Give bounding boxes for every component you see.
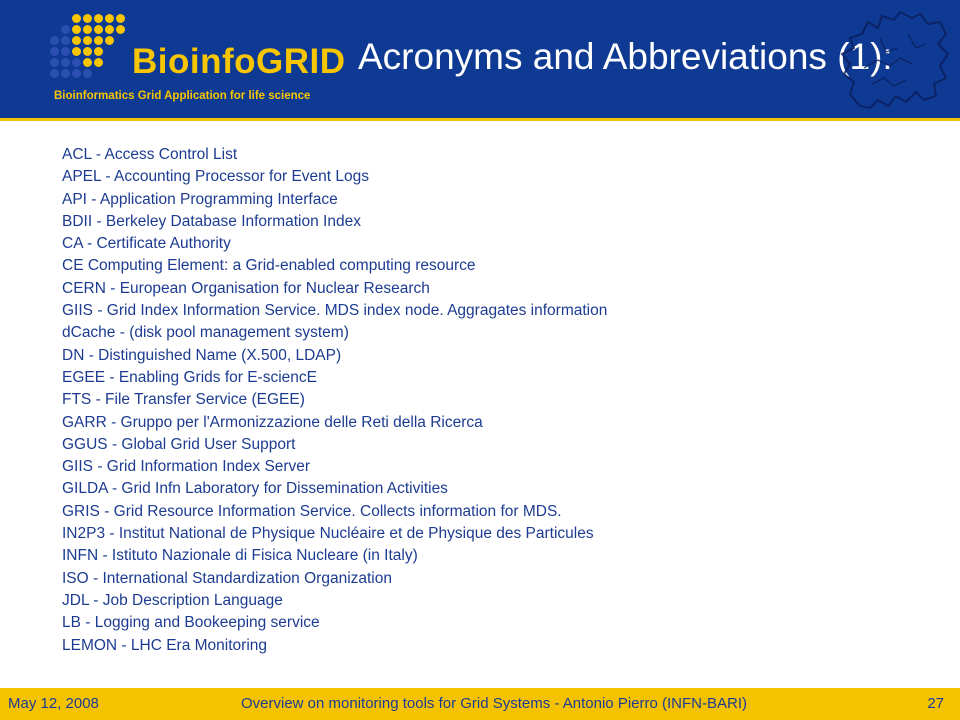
logo-dot bbox=[61, 69, 70, 78]
acronym-item: GRIS - Grid Resource Information Service. Collects information for MDS. bbox=[62, 502, 562, 520]
logo-dot bbox=[72, 69, 81, 78]
logo-dot bbox=[50, 69, 59, 78]
logo-dot bbox=[61, 58, 70, 67]
logo-dot bbox=[72, 58, 81, 67]
logo-dot bbox=[72, 47, 81, 56]
logo-dot bbox=[61, 36, 70, 45]
acronym-item: API - Application Programming Interface bbox=[62, 190, 338, 208]
acronym-item: BDII - Berkeley Database Information Index bbox=[62, 212, 361, 230]
logo-wordmark: BioinfoGRID bbox=[132, 42, 346, 81]
logo-dot bbox=[50, 58, 59, 67]
acronym-item: dCache - (disk pool management system) bbox=[62, 324, 349, 342]
acronym-item: APEL - Accounting Processor for Event Logs bbox=[62, 168, 370, 186]
footer-date: May 12, 2008 bbox=[8, 695, 99, 712]
slide-title: Acronyms and Abbreviations (1): bbox=[358, 36, 893, 77]
logo-dot-grid-icon bbox=[50, 14, 126, 86]
acronym-item: CA - Certificate Authority bbox=[62, 235, 231, 253]
footer-presentation-title: Overview on monitoring tools for Grid Systems - Antonio Pierro (INFN-BARI) bbox=[241, 695, 747, 712]
acronym-item: GIIS - Grid Information Index Server bbox=[62, 458, 311, 476]
acronym-item: INFN - Istituto Nazionale di Fisica Nucleare (in Italy) bbox=[62, 547, 418, 565]
acronym-item: ISO - International Standardization Organization bbox=[62, 569, 392, 587]
logo-dot bbox=[50, 47, 59, 56]
logo-dot bbox=[116, 14, 125, 23]
acronym-item: DN - Distinguished Name (X.500, LDAP) bbox=[62, 346, 342, 364]
logo-dot bbox=[83, 14, 92, 23]
logo-dot bbox=[72, 14, 81, 23]
acronym-item: GILDA - Grid Infn Laboratory for Dissemination Activities bbox=[62, 480, 448, 498]
acronym-item: LEMON - LHC Era Monitoring bbox=[62, 636, 268, 654]
logo-dot bbox=[94, 25, 103, 34]
logo-dot bbox=[116, 25, 125, 34]
header-divider bbox=[0, 118, 960, 121]
acronym-item: CE Computing Element: a Grid-enabled computing resource bbox=[62, 257, 476, 275]
logo-dot bbox=[94, 36, 103, 45]
acronym-item: FTS - File Transfer Service (EGEE) bbox=[62, 391, 305, 409]
logo-dot bbox=[50, 36, 59, 45]
slide-header bbox=[0, 0, 960, 118]
logo-dot bbox=[72, 36, 81, 45]
logo-dot bbox=[105, 36, 114, 45]
logo-dot bbox=[105, 25, 114, 34]
logo-dot bbox=[94, 58, 103, 67]
acronym-item: GARR - Gruppo per l'Armonizzazione delle Reti della Ricerca bbox=[62, 413, 483, 431]
logo-dot bbox=[72, 25, 81, 34]
logo-dot bbox=[83, 47, 92, 56]
logo-tagline: Bioinformatics Grid Application for life science bbox=[54, 90, 311, 102]
acronym-item: ACL - Access Control List bbox=[62, 146, 238, 163]
europe-map-icon bbox=[820, 8, 952, 112]
logo-dot bbox=[94, 47, 103, 56]
slide-footer bbox=[0, 688, 960, 720]
acronym-item: JDL - Job Description Language bbox=[62, 591, 283, 609]
acronym-item: GGUS - Global Grid User Support bbox=[62, 435, 296, 453]
acronym-item: GIIS - Grid Index Information Service. MDS index node. Aggragates information bbox=[62, 302, 608, 320]
acronym-item: CERN - European Organisation for Nuclear Research bbox=[62, 279, 430, 297]
acronym-item: EGEE - Enabling Grids for E-sciencE bbox=[62, 368, 317, 386]
bioinfogrid-logo bbox=[50, 14, 350, 106]
logo-dot bbox=[94, 14, 103, 23]
acronym-item: IN2P3 - Institut National de Physique Nucléaire et de Physique des Particules bbox=[62, 525, 594, 543]
logo-dot bbox=[105, 14, 114, 23]
logo-dot bbox=[61, 47, 70, 56]
logo-dot bbox=[83, 36, 92, 45]
footer-page-number: 27 bbox=[927, 695, 944, 712]
acronym-item: LB - Logging and Bookeeping service bbox=[62, 614, 320, 632]
logo-dot bbox=[83, 58, 92, 67]
logo-dot bbox=[61, 25, 70, 34]
acronym-list bbox=[62, 144, 607, 657]
logo-dot bbox=[83, 69, 92, 78]
logo-dot bbox=[83, 25, 92, 34]
